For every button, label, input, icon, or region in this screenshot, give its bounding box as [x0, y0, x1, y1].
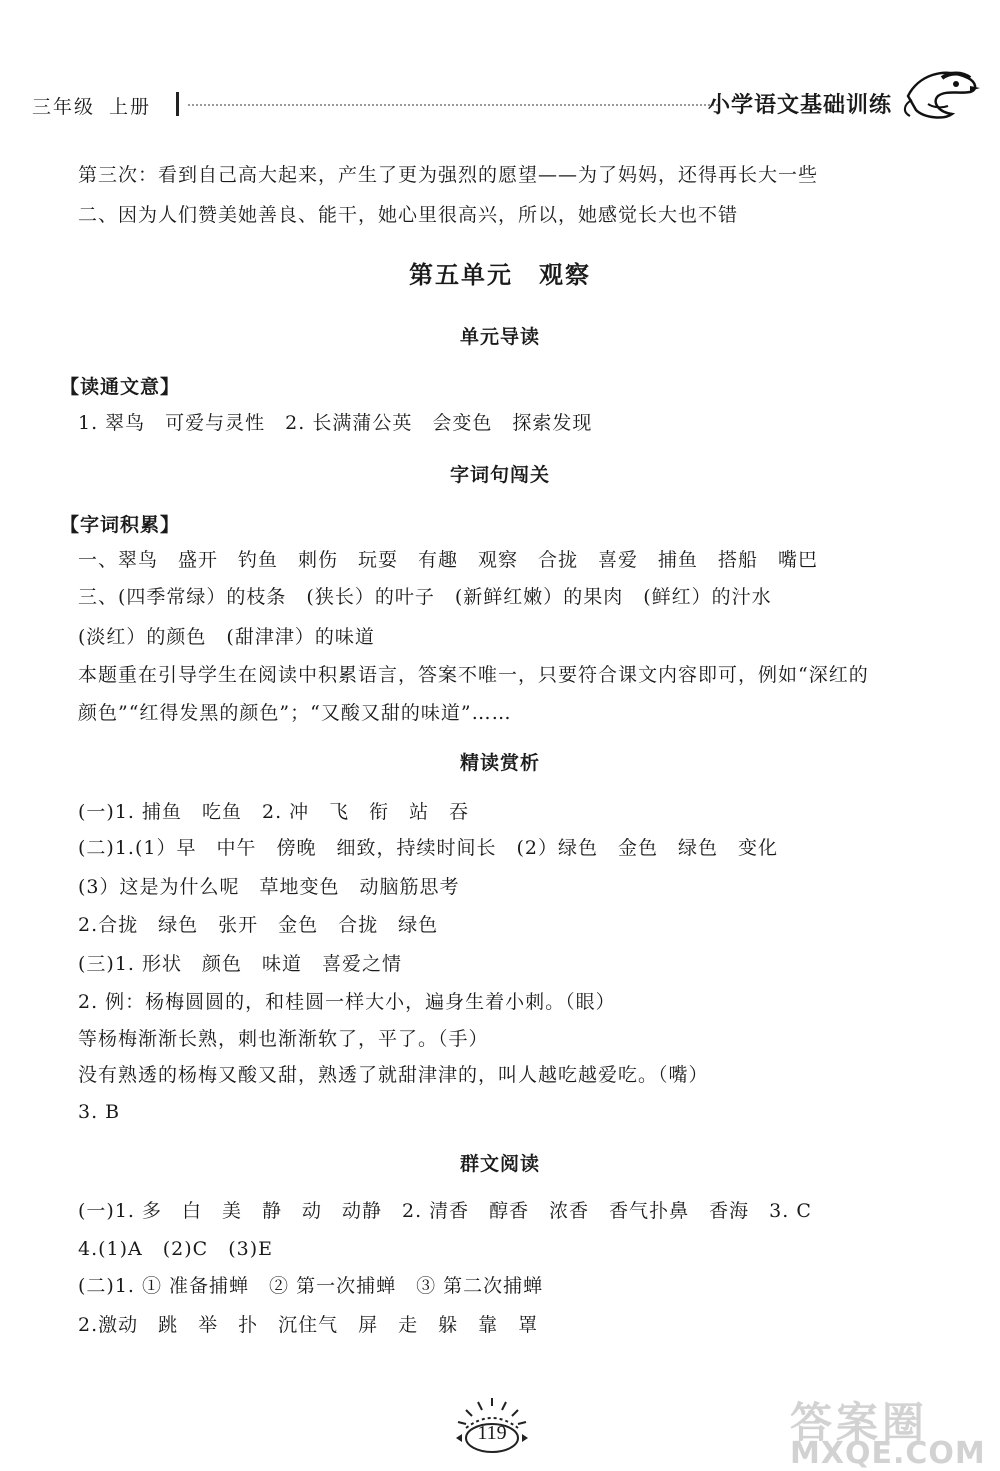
subsection-tag: 【字词积累】: [60, 514, 181, 536]
answer-line: 等杨梅渐渐长熟，刺也渐渐软了，平了。（手）: [78, 1028, 489, 1050]
volume-label: 上册: [109, 96, 152, 118]
grade-volume: [32, 92, 151, 119]
unit-title: 第五单元 观察: [409, 261, 591, 289]
answer-line: 2.合拢 绿色 张开 金色 合拢 绿色: [78, 914, 439, 936]
page-number-text: 119: [477, 1422, 507, 1444]
answer-line: (二)1. ① 准备捕蝉 ② 第一次捕蝉 ③ 第二次捕蝉: [78, 1275, 544, 1297]
book-title: 小学语文基础训练: [708, 93, 893, 118]
answer-line: 1. 翠鸟 可爱与灵性 2. 长满蒲公英 会变色 探索发现: [78, 412, 593, 434]
page-header: [28, 82, 968, 132]
section-heading: 单元导读: [459, 326, 540, 348]
watermark-logo-text: 答案圈: [790, 1398, 929, 1447]
answer-line: (二)1.(1）早 中午 傍晚 细致，持续时间长 (2）绿色 金色 绿色 变化: [78, 837, 778, 859]
section-heading: 字词句闯关: [449, 464, 550, 486]
answer-line: (一)1. 多 白 美 静 动 动静 2. 清香 醇香 浓香 香气扑鼻 香海 3. C: [78, 1200, 812, 1222]
answer-line: 2.激动 跳 举 扑 沉住气 屏 走 躲 靠 罩: [78, 1314, 539, 1336]
answer-line: 颜色”“红得发黑的颜色”；“又酸又甜的味道”……: [78, 702, 512, 724]
answer-line: (3）这是为什么呢 草地变色 动脑筋思考: [78, 876, 460, 898]
page-number: [452, 1394, 532, 1464]
answer-line: 本题重在引导学生在阅读中积累语言，答案不唯一，只要符合课文内容即可，例如“深红的: [78, 664, 869, 686]
answer-line: 没有熟透的杨梅又酸又甜，熟透了就甜津津的，叫人越吃越爱吃。（嘴）: [78, 1064, 709, 1086]
section-heading: 精读赏析: [459, 752, 540, 774]
answer-line: 2. 例：杨梅圆圆的，和桂圆一样大小，遍身生着小刺。（眼）: [78, 991, 616, 1013]
answer-line: 三、(四季常绿）的枝条 (狭长）的叶子 (新鲜红嫩）的果肉 (鲜红）的汁水: [78, 586, 772, 608]
answer-line: 3. B: [78, 1101, 121, 1123]
watermark: [790, 1390, 990, 1470]
header-divider: [176, 92, 179, 116]
watermark-url: MXQE.COM: [790, 1436, 986, 1471]
grade-label: 三年级: [32, 96, 96, 118]
answer-line: (三)1. 形状 颜色 味道 喜爱之情: [78, 953, 402, 975]
bird-logo-icon: [898, 56, 982, 126]
section-heading: 群文阅读: [459, 1153, 540, 1175]
answer-line: 一、翠鸟 盛开 钓鱼 刺伤 玩耍 有趣 观察 合拢 喜爱 捕鱼 搭船 嘴巴: [78, 549, 819, 571]
answer-line: 第三次：看到自己高大起来，产生了更为强烈的愿望——为了妈妈，还得再长大一些: [78, 164, 819, 186]
answer-line: (淡红）的颜色 (甜津津）的味道: [78, 626, 375, 648]
answer-line: 4.(1)A (2)C (3)E: [78, 1238, 273, 1260]
answer-line: 二、因为人们赞美她善良、能干，她心里很高兴，所以，她感觉长大也不错: [78, 204, 739, 226]
answer-line: (一)1. 捕鱼 吃鱼 2. 冲 飞 衔 站 吞: [78, 801, 470, 823]
header-dotted-rule: [188, 104, 718, 106]
subsection-tag: 【读通文意】: [60, 376, 181, 398]
